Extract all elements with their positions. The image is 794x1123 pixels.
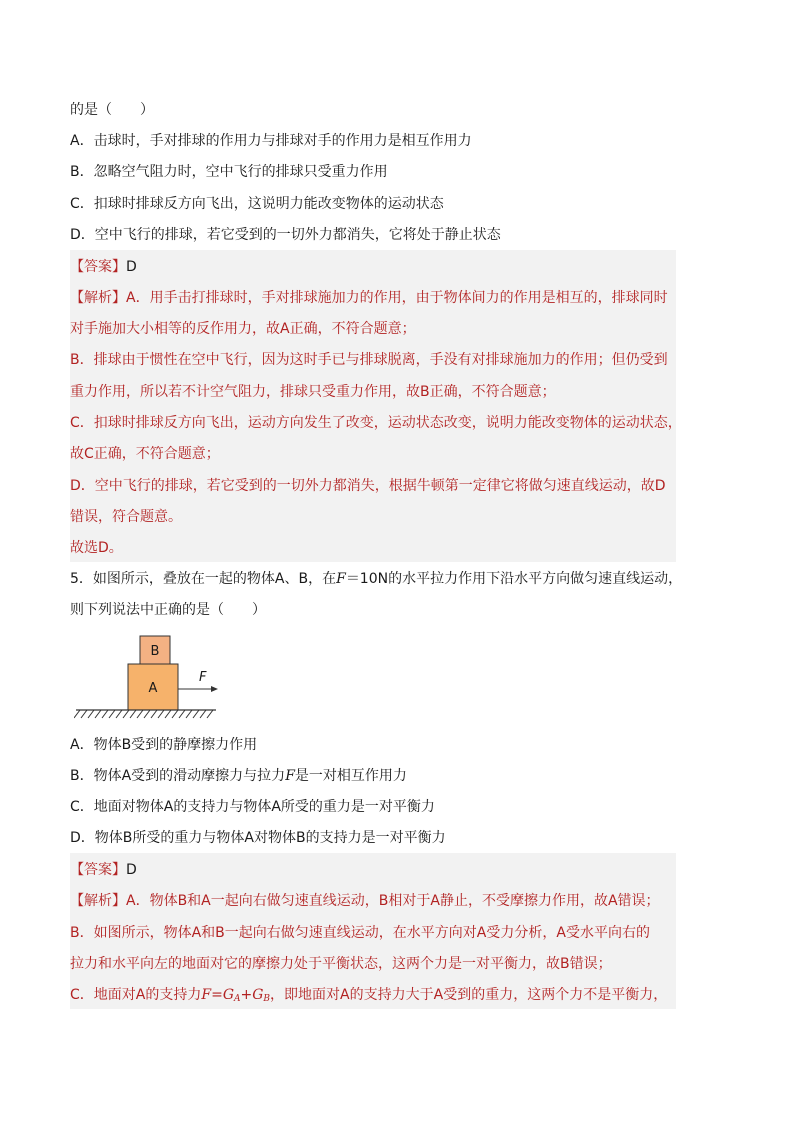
q4-analysis-line-1 xyxy=(70,288,668,308)
answer-tag: 【答案】 xyxy=(70,259,126,275)
q4-conclusion: 故选D。 xyxy=(70,540,123,556)
hatch-stroke xyxy=(186,710,192,718)
q4-stem-tail: 的是（ ） xyxy=(70,102,154,118)
q4-analysis-line-4: 重力作用，所以若不计空气阻力，排球只受重力作用，故B正确，不符合题意； xyxy=(70,384,556,400)
hatch-stroke xyxy=(144,710,150,718)
analysis-text: C．地面对A的支持力 xyxy=(70,987,202,1003)
gravity-symbol: G xyxy=(222,987,234,1003)
plus-sign: + xyxy=(240,987,253,1003)
q5-analysis-line-2: B．如图所示，物体A和B一起向右做匀速直线运动，在水平方向对A受力分析，A受水平向右的 xyxy=(70,925,650,941)
q5-option-c: C．地面对物体A的支持力与物体A所受的重力是一对平衡力 xyxy=(70,799,435,815)
q5-stem-line-2: 则下列说法中正确的是（ ） xyxy=(70,602,266,618)
q5-option-d: D．物体B所受的重力与物体A对物体B的支持力是一对平衡力 xyxy=(70,830,446,846)
hatch-stroke xyxy=(172,710,178,718)
q5-analysis-line-3: 拉力和水平向左的地面对它的摩擦力处于平衡状态，这两个力是一对平衡力，故B错误； xyxy=(70,956,612,972)
q5-analysis-line-1 xyxy=(70,891,660,911)
q4-analysis-line-6: 故C正确，不符合题意； xyxy=(70,446,220,462)
hatch-stroke xyxy=(193,710,199,718)
subscript-b: B xyxy=(263,994,271,1004)
answer-value: D xyxy=(126,862,137,878)
q4-option-c: C．扣球时排球反方向飞出，这说明力能改变物体的运动状态 xyxy=(70,196,444,212)
hatch-stroke xyxy=(123,710,129,718)
q4-option-d: D．空中飞行的排球，若它受到的一切外力都消失，它将处于静止状态 xyxy=(70,227,501,243)
gravity-symbol: G xyxy=(252,987,264,1003)
q5-figure xyxy=(74,632,224,722)
hatch-stroke xyxy=(116,710,122,718)
hatch-stroke xyxy=(88,710,94,718)
hatch-stroke xyxy=(137,710,143,718)
q4-analysis-line-8: 错误，符合题意。 xyxy=(70,509,182,525)
option-text: 是一对相互作用力 xyxy=(294,768,407,784)
hatch-stroke xyxy=(102,710,108,718)
hatch-stroke xyxy=(165,710,171,718)
hatch-stroke xyxy=(130,710,136,718)
q4-analysis-line-5: C．扣球时排球反方向飞出，运动方向发生了改变，运动状态改变，说明力能改变物体的运动状态， xyxy=(70,415,682,431)
analysis-tag: 【解析】 xyxy=(70,893,126,909)
q5-option-a: A．物体B受到的静摩擦力作用 xyxy=(70,737,258,753)
stem-text: 5．如图所示，叠放在一起的物体A、B，在 xyxy=(70,571,337,587)
q5-option-b xyxy=(70,766,407,786)
hatch-stroke xyxy=(151,710,157,718)
option-text: B．物体A受到的滑动摩擦力与拉力 xyxy=(70,768,286,784)
q5-analysis-line-4 xyxy=(70,985,667,1009)
hatch-stroke xyxy=(109,710,115,718)
force-label: F xyxy=(199,670,207,685)
force-symbol: F xyxy=(201,987,212,1003)
q4-analysis-line-7: D．空中飞行的排球，若它受到的一切外力都消失，根据牛顿第一定律它将做匀速直线运动，故D xyxy=(70,478,666,494)
q4-option-a: A．击球时，手对排球的作用力与排球对手的作用力是相互作用力 xyxy=(70,133,472,149)
hatch-stroke xyxy=(158,710,164,718)
block-a-label: A xyxy=(148,681,158,696)
q5-answer xyxy=(70,860,137,880)
answer-tag: 【答案】 xyxy=(70,862,126,878)
q5-stem-line-1 xyxy=(70,569,682,589)
subscript-a: A xyxy=(234,994,241,1004)
hatch-stroke xyxy=(200,710,206,718)
hatch-stroke xyxy=(81,710,87,718)
hatch-stroke xyxy=(95,710,101,718)
hatch-stroke xyxy=(179,710,185,718)
answer-value: D xyxy=(126,259,137,275)
force-symbol: F xyxy=(285,768,295,784)
analysis-tag: 【解析】 xyxy=(70,290,126,306)
force-symbol: F xyxy=(336,571,346,587)
equals-sign: = xyxy=(211,987,223,1003)
analysis-text: ，即地面对A的支持力大于A受到的重力，这两个力不是平衡力， xyxy=(270,987,668,1003)
hatch-stroke xyxy=(74,710,80,718)
block-b-label: B xyxy=(150,644,160,659)
q4-answer xyxy=(70,257,137,277)
q4-analysis-line-3: B．排球由于惯性在空中飞行，因为这时手已与排球脱离，手没有对排球施加力的作用；但仍受到 xyxy=(70,352,668,368)
stem-text: ＝10N的水平拉力作用下沿水平方向做匀速直线运动， xyxy=(345,571,683,587)
analysis-text: A．物体B和A一起向右做匀速直线运动，B相对于A静止，不受摩擦力作用，故A错误； xyxy=(126,893,660,909)
hatch-stroke xyxy=(207,710,213,718)
q4-option-b: B．忽略空气阻力时，空中飞行的排球只受重力作用 xyxy=(70,164,388,180)
q4-analysis-line-2: 对手施加大小相等的反作用力，故A正确，不符合题意； xyxy=(70,321,416,337)
force-arrowhead xyxy=(211,686,218,692)
ground-hatching xyxy=(74,710,213,718)
analysis-text: A．用手击打排球时，手对排球施加力的作用，由于物体间力的作用是相互的，排球同时 xyxy=(126,290,668,306)
